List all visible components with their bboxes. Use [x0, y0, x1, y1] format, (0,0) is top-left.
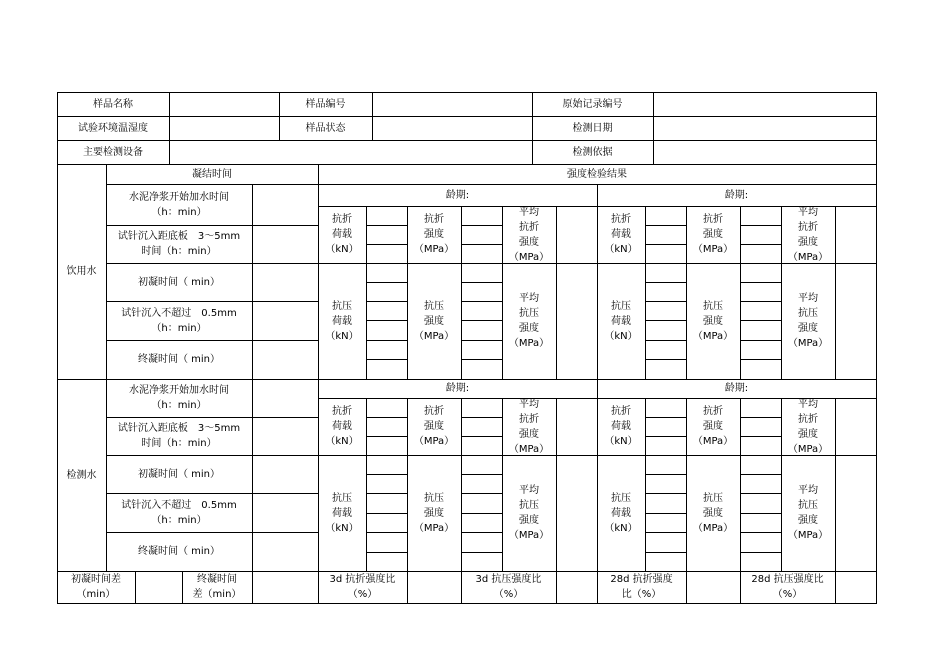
grid-line-v — [366, 206, 367, 380]
grid-line-h — [645, 436, 687, 437]
drink-final-set-label: 终凝时间（ min） — [137, 354, 221, 365]
test-initial-set-label: 初凝时间（ min） — [137, 468, 221, 480]
grid-line-v — [835, 398, 836, 572]
drink-flex-load-label-right: 抗折 荷载 （kN） — [604, 214, 638, 255]
grid-line-h — [366, 417, 408, 418]
grid-line-h — [740, 417, 782, 418]
footer-28d-flexural-ratio-value[interactable] — [686, 571, 740, 603]
grid-line-h — [57, 603, 877, 604]
value-sample-state[interactable] — [372, 116, 532, 140]
test-final-set-label: 终凝时间（ min） — [137, 546, 221, 557]
section-strength-result: 强度检验结果 — [567, 168, 627, 180]
footer-final-diff-value[interactable] — [252, 571, 318, 603]
label-env-temp-humidity: 试验环境温湿度 — [78, 122, 148, 134]
grid-line-h — [645, 359, 687, 360]
drink-flex-load-label-left: 抗折 荷载 （kN） — [325, 214, 359, 255]
grid-line-h — [740, 301, 782, 302]
grid-line-h — [645, 244, 687, 245]
grid-line-h — [366, 532, 408, 533]
grid-line-h — [645, 513, 687, 514]
section-setting-time: 凝结时间 — [192, 168, 232, 180]
grid-line-h — [366, 301, 408, 302]
grid-line-h — [461, 474, 503, 475]
grid-line-h — [645, 493, 687, 494]
footer-3d-compressive-ratio-value[interactable] — [556, 571, 597, 603]
drink-avg-comp-label-right: 平均 抗压 强度 （MPa） — [787, 293, 829, 349]
grid-line-h — [366, 282, 408, 283]
test-water-add-time-label: 水泥净浆开始加水时间 （h：min） — [129, 385, 229, 411]
grid-line-h — [461, 301, 503, 302]
drink-comp-strength-label-right: 抗压 强度 （MPa） — [692, 300, 734, 342]
grid-line-h — [645, 417, 687, 418]
drink-comp-load-label-right: 抗压 荷载 （kN） — [604, 300, 638, 342]
test-age-left: 龄期: — [445, 383, 470, 394]
value-test-date[interactable] — [653, 116, 876, 140]
grid-line-h — [366, 513, 408, 514]
drink-needle-3-5mm-label: 试针沉入距底板 3～5mm 时间（h：min） — [117, 231, 241, 257]
drink-flex-strength-label-right: 抗折 强度 （MPa） — [692, 214, 734, 255]
grid-line-h — [366, 493, 408, 494]
value-sample-no[interactable] — [372, 92, 532, 116]
label-sample-state: 样品状态 — [305, 122, 346, 134]
test-flex-load-label-right: 抗折 荷载 （kN） — [604, 406, 638, 447]
grid-line-v — [366, 398, 367, 572]
footer-final-diff-label: 终凝时间 差（min） — [192, 574, 242, 600]
drink-water-add-time-label: 水泥净浆开始加水时间 （h：min） — [129, 191, 229, 218]
grid-line-v — [556, 398, 557, 572]
label-sample-name: 样品名称 — [93, 98, 133, 110]
grid-line-h — [740, 340, 782, 341]
grid-line-h — [366, 552, 408, 553]
group-test-water: 检测水 — [66, 469, 97, 481]
group-drinking-water: 饮用水 — [66, 266, 97, 277]
drink-age-left: 龄期: — [445, 189, 470, 201]
grid-line-h — [461, 493, 503, 494]
grid-line-h — [645, 320, 687, 321]
grid-line-v — [645, 398, 646, 572]
grid-line-h — [740, 436, 782, 437]
grid-line-h — [461, 552, 503, 553]
value-env-temp-humidity[interactable] — [169, 116, 279, 140]
test-flex-strength-label-right: 抗折 强度 （MPa） — [692, 406, 734, 447]
drink-flex-strength-label-left: 抗折 强度 （MPa） — [413, 214, 455, 255]
grid-line-h — [645, 532, 687, 533]
grid-line-v — [835, 206, 836, 380]
test-avg-comp-label-left: 平均 抗压 强度 （MPa） — [508, 485, 550, 541]
grid-line-h — [366, 225, 408, 226]
drink-comp-strength-label-left: 抗压 强度 （MPa） — [413, 300, 455, 342]
grid-line-h — [740, 225, 782, 226]
grid-line-h — [645, 474, 687, 475]
grid-line-h — [740, 320, 782, 321]
footer-initial-diff-value[interactable] — [135, 571, 182, 603]
grid-line-h — [740, 474, 782, 475]
grid-line-h — [461, 282, 503, 283]
drink-avg-flex-label-right: 平均 抗折 强度 （MPa） — [787, 206, 829, 263]
drink-needle-0-5mm-label: 试针沉入不超过 0.5mm （h：min） — [121, 307, 237, 334]
drink-comp-load-label-left: 抗压 荷载 （kN） — [325, 300, 359, 342]
grid-line-h — [461, 340, 503, 341]
test-avg-flex-label-right: 平均 抗折 强度 （MPa） — [787, 398, 829, 455]
test-comp-strength-label-left: 抗压 强度 （MPa） — [413, 492, 455, 534]
grid-line-h — [740, 513, 782, 514]
grid-line-v — [740, 398, 741, 572]
grid-line-h — [366, 244, 408, 245]
grid-line-h — [461, 320, 503, 321]
grid-line-h — [645, 340, 687, 341]
grid-line-v — [556, 206, 557, 380]
grid-line-h — [645, 301, 687, 302]
label-sample-no: 样品编号 — [305, 98, 346, 110]
test-flex-load-label-left: 抗折 荷载 （kN） — [325, 406, 359, 447]
drink-age-right: 龄期: — [724, 189, 749, 201]
footer-28d-compressive-ratio-value[interactable] — [835, 571, 876, 603]
test-comp-load-label-right: 抗压 荷载 （kN） — [604, 492, 638, 534]
value-main-equipment[interactable] — [169, 140, 532, 164]
value-record-no[interactable] — [653, 92, 876, 116]
label-test-basis: 检测依据 — [572, 146, 613, 158]
grid-line-h — [740, 244, 782, 245]
grid-line-h — [366, 359, 408, 360]
footer-3d-flexural-ratio-label: 3d 抗折强度比 （%） — [329, 574, 396, 600]
grid-line-h — [645, 552, 687, 553]
grid-line-h — [461, 513, 503, 514]
footer-3d-flexural-ratio-value[interactable] — [407, 571, 461, 603]
grid-line-v — [645, 206, 646, 380]
grid-line-h — [366, 340, 408, 341]
grid-line-h — [645, 225, 687, 226]
label-record-no: 原始记录编号 — [562, 98, 623, 110]
grid-line-h — [740, 282, 782, 283]
drink-initial-set-label: 初凝时间（ min） — [137, 276, 221, 288]
value-test-basis[interactable] — [653, 140, 876, 164]
test-flex-strength-label-left: 抗折 强度 （MPa） — [413, 406, 455, 447]
test-needle-3-5mm-label: 试针沉入距底板 3～5mm 时间（h：min） — [117, 423, 241, 449]
value-sample-name[interactable] — [169, 92, 279, 116]
test-comp-load-label-left: 抗压 荷载 （kN） — [325, 492, 359, 534]
grid-line-h — [461, 436, 503, 437]
footer-28d-compressive-ratio-label: 28d 抗压强度比 （%） — [751, 574, 824, 600]
grid-line-h — [461, 417, 503, 418]
grid-line-h — [366, 474, 408, 475]
grid-line-h — [740, 532, 782, 533]
grid-line-h — [461, 359, 503, 360]
grid-line-v — [461, 398, 462, 572]
test-needle-0-5mm-label: 试针沉入不超过 0.5mm （h：min） — [121, 499, 237, 526]
footer-initial-diff-label: 初凝时间差 （min） — [71, 574, 121, 600]
grid-line-v — [876, 92, 877, 604]
label-main-equipment: 主要检测设备 — [83, 146, 143, 158]
grid-line-h — [461, 532, 503, 533]
test-avg-comp-label-right: 平均 抗压 强度 （MPa） — [787, 485, 829, 541]
grid-line-h — [461, 244, 503, 245]
test-comp-strength-label-right: 抗压 强度 （MPa） — [692, 492, 734, 534]
test-age-right: 龄期: — [724, 383, 749, 394]
drink-avg-flex-label-left: 平均 抗折 强度 （MPa） — [508, 206, 550, 263]
footer-3d-compressive-ratio-label: 3d 抗压强度比 （%） — [475, 574, 542, 600]
grid-line-v — [461, 206, 462, 380]
test-avg-flex-label-left: 平均 抗折 强度 （MPa） — [508, 398, 550, 455]
grid-line-h — [740, 552, 782, 553]
grid-line-h — [645, 282, 687, 283]
grid-line-v — [740, 206, 741, 380]
grid-line-h — [740, 359, 782, 360]
label-test-date: 检测日期 — [572, 122, 613, 134]
grid-line-h — [461, 225, 503, 226]
grid-line-v — [252, 184, 253, 572]
footer-28d-flexural-ratio-label: 28d 抗折强度 比（%） — [610, 574, 673, 600]
grid-line-h — [366, 436, 408, 437]
grid-line-h — [366, 320, 408, 321]
grid-line-h — [740, 493, 782, 494]
drink-avg-comp-label-left: 平均 抗压 强度 （MPa） — [508, 293, 550, 349]
